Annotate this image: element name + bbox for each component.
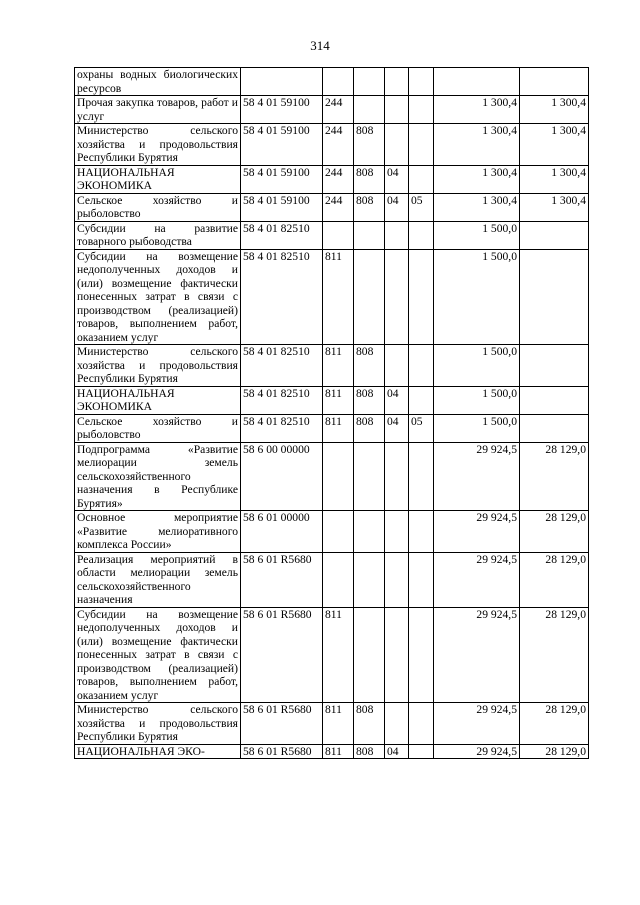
row-name: Сельское хозяйство и рыболовство [75,193,241,221]
row-section: 04 [385,744,409,759]
row-administrator-code: 808 [354,386,385,414]
row-sum-2: 28 129,0 [520,744,589,759]
row-name: НАЦИОНАЛЬНАЯ ЭКО- [75,744,241,759]
row-subsection: 05 [409,414,434,442]
table-row [75,552,589,607]
row-expense-type [323,511,354,553]
table-row [75,703,589,745]
row-sum-2: 1 300,4 [520,193,589,221]
row-target-code: 58 4 01 59100 [241,193,323,221]
row-section [385,552,409,607]
row-sum-2: 28 129,0 [520,607,589,703]
row-name: Министерство сельского хозяйства и продовольствия Республики Бурятия [75,703,241,745]
row-subsection [409,96,434,124]
row-expense-type: 244 [323,124,354,166]
row-target-code: 58 4 01 82510 [241,414,323,442]
row-expense-type: 244 [323,96,354,124]
row-administrator-code [354,221,385,249]
row-expense-type: 811 [323,744,354,759]
table-row [75,442,589,511]
row-sum-2 [520,345,589,387]
row-administrator-code [354,511,385,553]
row-section: 04 [385,165,409,193]
row-expense-type: 811 [323,249,354,345]
row-section: 04 [385,193,409,221]
row-section [385,442,409,511]
row-subsection [409,249,434,345]
row-sum-2 [520,68,589,96]
row-subsection [409,386,434,414]
row-section [385,68,409,96]
row-name: Прочая закупка товаров, работ и услуг [75,96,241,124]
row-sum-1: 1 300,4 [434,165,520,193]
row-name: Подпрограмма «Развитие мелиорации земель сельскохозяйственного назначения в Республике Бурятия» [75,442,241,511]
table-row [75,345,589,387]
row-administrator-code: 808 [354,744,385,759]
row-sum-2: 28 129,0 [520,552,589,607]
row-section: 04 [385,386,409,414]
row-expense-type: 811 [323,345,354,387]
row-administrator-code [354,68,385,96]
table-row [75,744,589,759]
row-expense-type [323,552,354,607]
row-target-code: 58 4 01 82510 [241,345,323,387]
row-sum-2: 1 300,4 [520,165,589,193]
row-expense-type: 811 [323,414,354,442]
row-sum-2 [520,386,589,414]
row-subsection [409,165,434,193]
row-expense-type [323,68,354,96]
row-target-code: 58 4 01 82510 [241,221,323,249]
row-name: Реализация мероприятий в области мелиорации земель сельскохозяйственного назначения [75,552,241,607]
row-target-code: 58 4 01 59100 [241,165,323,193]
row-name: Сельское хозяйство и рыболовство [75,414,241,442]
row-sum-1: 1 300,4 [434,96,520,124]
row-name: Основное мероприятие «Развитие мелиоративного комплекса России» [75,511,241,553]
row-sum-1: 1 500,0 [434,414,520,442]
row-section [385,703,409,745]
row-sum-2 [520,249,589,345]
row-name: Субсидии на возмещение недополученных доходов и (или) возмещение фактически понесенных затрат в связи с производством (реализацией) товаров, выполнением работ, оказанием услуг [75,607,241,703]
row-name: Субсидии на возмещение недополученных доходов и (или) возмещение фактически понесенных затрат в связи с производством (реализацией) товаров, выполнением работ, оказанием услуг [75,249,241,345]
table-row [75,96,589,124]
row-sum-1: 1 500,0 [434,345,520,387]
row-subsection: 05 [409,193,434,221]
row-sum-2: 1 300,4 [520,124,589,166]
row-sum-2: 28 129,0 [520,511,589,553]
row-subsection [409,744,434,759]
row-administrator-code: 808 [354,165,385,193]
table-row [75,193,589,221]
row-sum-1: 29 924,5 [434,511,520,553]
table-row [75,414,589,442]
row-section [385,345,409,387]
row-target-code: 58 6 01 00000 [241,511,323,553]
row-sum-1: 29 924,5 [434,744,520,759]
row-sum-1: 29 924,5 [434,442,520,511]
row-administrator-code [354,552,385,607]
row-section [385,124,409,166]
row-sum-1: 1 300,4 [434,124,520,166]
row-target-code: 58 6 00 00000 [241,442,323,511]
row-sum-1: 29 924,5 [434,703,520,745]
row-expense-type [323,221,354,249]
row-sum-1: 29 924,5 [434,552,520,607]
row-administrator-code [354,96,385,124]
row-target-code: 58 4 01 59100 [241,124,323,166]
row-expense-type: 244 [323,193,354,221]
row-target-code: 58 4 01 59100 [241,96,323,124]
row-expense-type: 811 [323,607,354,703]
row-administrator-code: 808 [354,193,385,221]
row-name: НАЦИОНАЛЬНАЯ ЭКОНОМИКА [75,165,241,193]
row-target-code: 58 6 01 R5680 [241,607,323,703]
row-sum-2: 28 129,0 [520,442,589,511]
row-sum-1: 29 924,5 [434,607,520,703]
row-subsection [409,221,434,249]
budget-table [74,67,589,759]
table-row [75,607,589,703]
row-administrator-code [354,442,385,511]
table-row [75,68,589,96]
row-section [385,607,409,703]
row-sum-1: 1 300,4 [434,193,520,221]
row-sum-2: 1 300,4 [520,96,589,124]
table-row [75,221,589,249]
row-administrator-code: 808 [354,345,385,387]
row-target-code: 58 4 01 82510 [241,249,323,345]
row-target-code: 58 4 01 82510 [241,386,323,414]
row-administrator-code: 808 [354,124,385,166]
row-subsection [409,703,434,745]
row-subsection [409,442,434,511]
row-section [385,249,409,345]
row-subsection [409,124,434,166]
row-sum-1: 1 500,0 [434,386,520,414]
row-subsection [409,607,434,703]
row-sum-2 [520,414,589,442]
table-row [75,511,589,553]
row-subsection [409,68,434,96]
page-number: 314 [310,38,330,53]
table-row [75,386,589,414]
row-subsection [409,511,434,553]
row-expense-type: 811 [323,703,354,745]
row-name: Субсидии на развитие товарного рыбоводства [75,221,241,249]
row-name: НАЦИОНАЛЬНАЯ ЭКОНОМИКА [75,386,241,414]
row-section: 04 [385,414,409,442]
row-name: Министерство сельского хозяйства и продовольствия Республики Бурятия [75,124,241,166]
row-target-code: 58 6 01 R5680 [241,703,323,745]
row-administrator-code: 808 [354,703,385,745]
row-sum-2: 28 129,0 [520,703,589,745]
row-expense-type: 811 [323,386,354,414]
row-section [385,221,409,249]
row-target-code: 58 6 01 R5680 [241,744,323,759]
row-sum-2 [520,221,589,249]
row-administrator-code [354,249,385,345]
row-sum-1: 1 500,0 [434,221,520,249]
row-sum-1 [434,68,520,96]
table-row [75,165,589,193]
row-section [385,96,409,124]
row-target-code: 58 6 01 R5680 [241,552,323,607]
row-target-code [241,68,323,96]
row-name: Министерство сельского хозяйства и продовольствия Республики Бурятия [75,345,241,387]
row-sum-1: 1 500,0 [434,249,520,345]
row-name: охраны водных биологических ресурсов [75,68,241,96]
row-expense-type: 244 [323,165,354,193]
row-section [385,511,409,553]
table-row [75,249,589,345]
row-subsection [409,552,434,607]
row-subsection [409,345,434,387]
row-administrator-code: 808 [354,414,385,442]
row-expense-type [323,442,354,511]
row-administrator-code [354,607,385,703]
table-row [75,124,589,166]
